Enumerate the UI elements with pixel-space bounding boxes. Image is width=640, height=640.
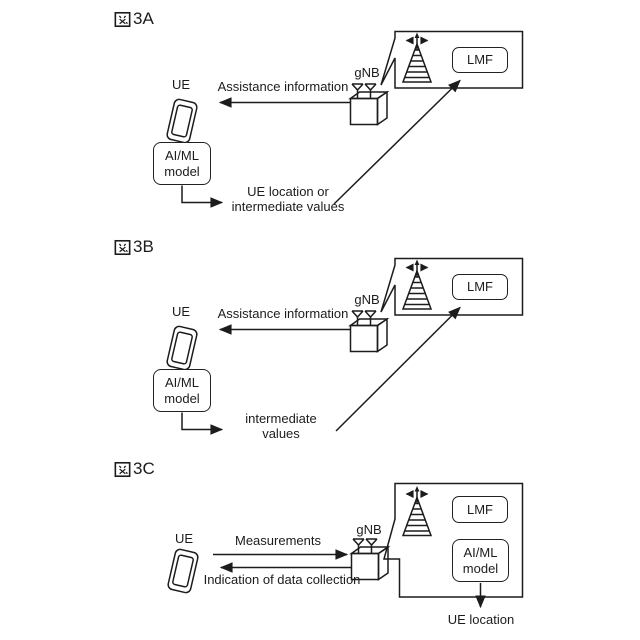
ue-label: UE: [171, 304, 191, 319]
lmf-label: LMF: [467, 501, 493, 517]
lmf-label: LMF: [467, 279, 493, 295]
figure-number: 3A: [133, 9, 154, 28]
figure-3a-heading: [114, 9, 154, 29]
figure-kanji-icon: [114, 239, 131, 256]
figure-3b-heading: [114, 237, 154, 257]
gnb-label: gNB: [356, 522, 382, 537]
aiml-model-box: [153, 142, 211, 185]
gnb-base-station-icon: [351, 311, 388, 352]
lmf-label: LMF: [467, 52, 493, 68]
aiml-model-box: [153, 369, 211, 412]
aiml-output-connector: [182, 413, 222, 430]
model-output-line2: values: [262, 425, 300, 441]
model-output-label: [222, 185, 354, 214]
ue-phone-icon: [167, 548, 199, 593]
lmf-box: [452, 47, 508, 73]
aiml-model-box: [452, 539, 509, 582]
ue-location-label: UE location: [447, 612, 515, 627]
gnb-base-station-icon: [351, 84, 388, 125]
ue-label: UE: [171, 77, 191, 92]
figure-3c-heading: [114, 459, 155, 479]
radio-tower-icon: [403, 260, 431, 310]
lmf-box: [452, 496, 508, 523]
model-output-line2: intermediate values: [231, 198, 345, 214]
ue-phone-icon: [166, 325, 198, 370]
figure-kanji-icon: [114, 11, 131, 28]
figure-kanji-icon: [114, 461, 131, 478]
assistance-information-label: Assistance information: [217, 79, 349, 94]
measurements-label: Measurements: [235, 533, 321, 548]
indication-label: Indication of data collection: [203, 572, 361, 587]
model-output-label: [226, 412, 336, 441]
lmf-box: [452, 274, 508, 300]
aiml-label-line2: model: [164, 163, 200, 179]
aiml-label-line1: AI/ML: [165, 375, 199, 390]
aiml-label-line2: model: [462, 560, 499, 576]
ue-label: UE: [174, 531, 194, 546]
ue-phone-icon: [166, 98, 198, 143]
gnb-label: gNB: [354, 292, 380, 307]
model-output-line1: UE location or: [247, 184, 329, 199]
radio-tower-icon: [403, 33, 431, 83]
figure-number: 3B: [133, 237, 154, 256]
aiml-label-line2: model: [164, 390, 200, 406]
aiml-label-line1: AI/ML: [463, 545, 498, 560]
aiml-label-line1: AI/ML: [165, 148, 199, 163]
radio-tower-icon: [403, 486, 431, 536]
assistance-information-label: Assistance information: [217, 306, 349, 321]
figure-number: 3C: [133, 459, 155, 478]
aiml-output-connector: [182, 186, 222, 203]
model-output-line1: intermediate: [245, 411, 317, 426]
gnb-label: gNB: [354, 65, 380, 80]
